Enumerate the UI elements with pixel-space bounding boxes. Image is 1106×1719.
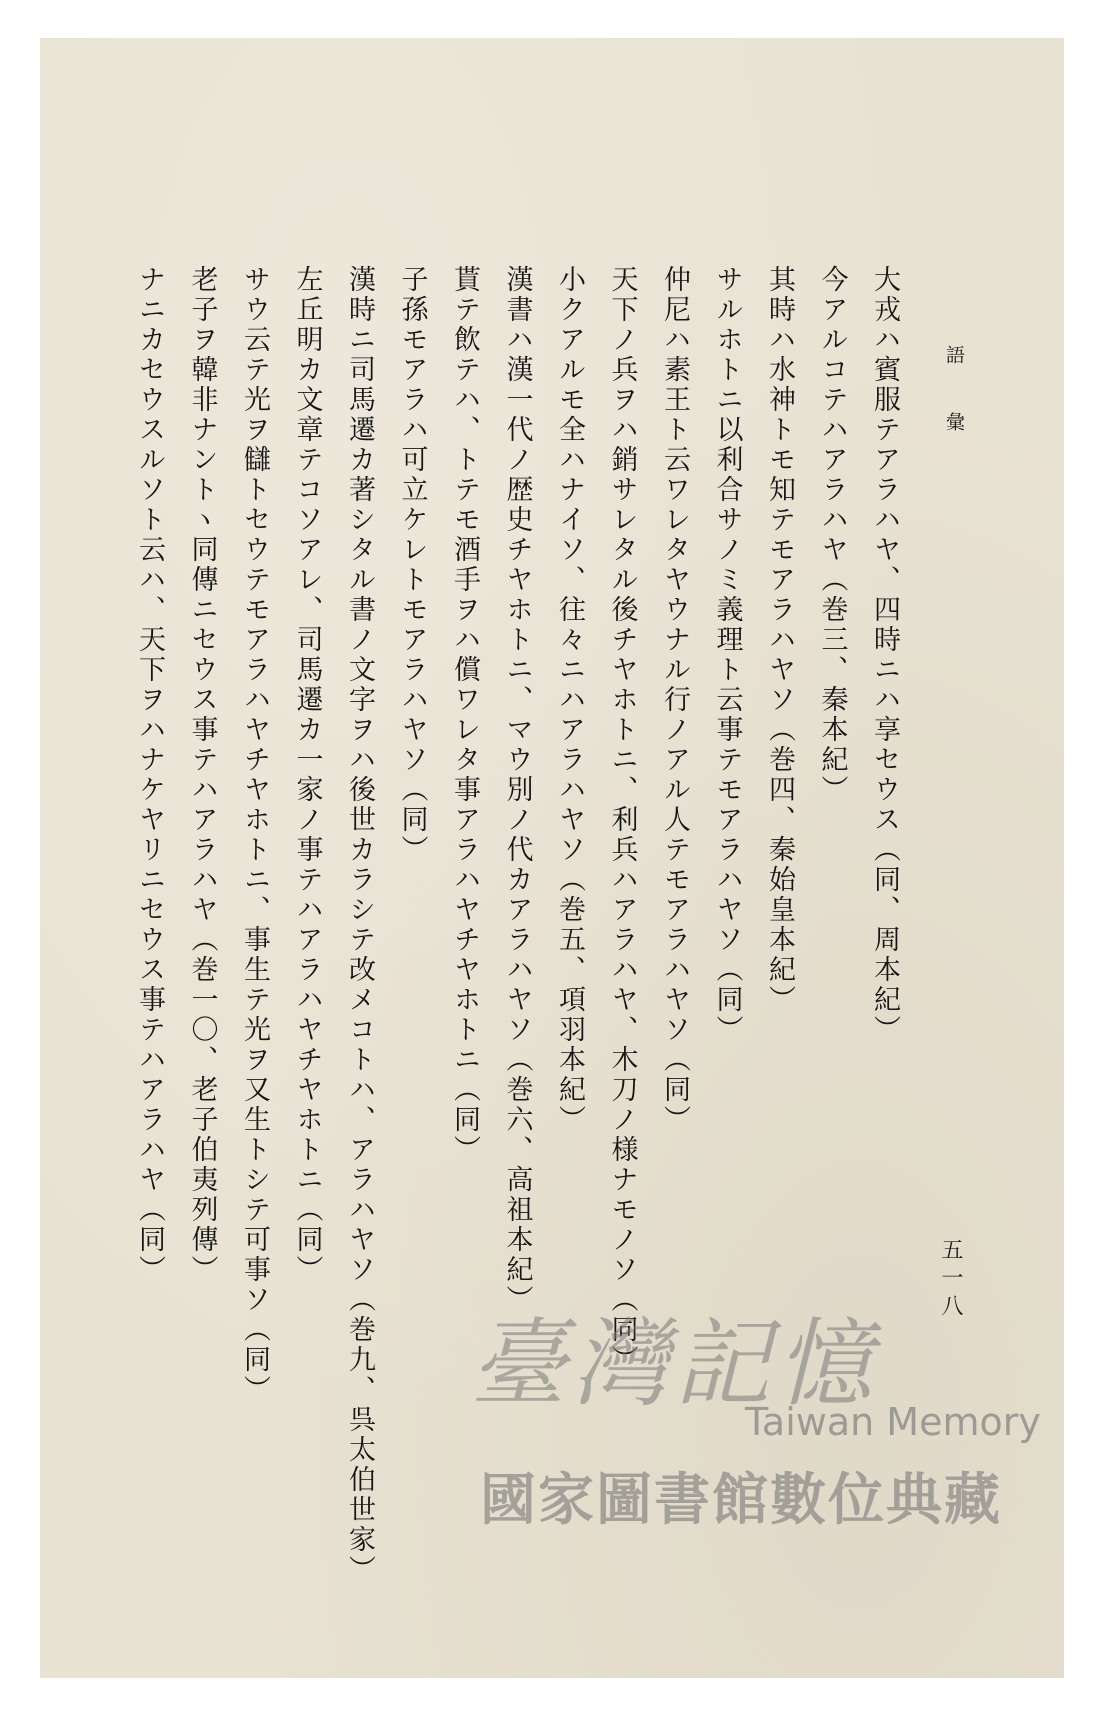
text-line: 貰テ飲テハ、トテモ酒手ヲハ償ワレタ事アラハヤチヤホトニ（同） (449, 265, 480, 1165)
text-line: サウ云テ光ヲ讎トセウテモアラハヤチヤホトニ、事生テ光ヲ又生トシテ可事ソ（同） (239, 265, 270, 1405)
text-line: 其時ハ水神トモ知テモアラハヤソ（巻四、秦始皇本紀） (764, 265, 795, 1015)
text-line: 仲尼ハ素王ト云ワレタヤウナル行ノアル人テモアラハヤソ（同） (659, 265, 690, 1135)
text-line: 小クアルモ全ハナイソ、往々ニハアラハヤソ（巻五、項羽本紀） (554, 265, 585, 1135)
text-line: ナニカセウスルソト云ハ、天下ヲハナケヤリニセウス事テハアラハヤ（同） (134, 265, 165, 1285)
text-line: 今アルコテハアラハヤ（巻三、秦本紀） (816, 265, 848, 805)
text-line: 老子ヲ韓非ナントヽ同傳ニセウス事テハアラハヤ（巻一〇、老子伯夷列傳） (186, 265, 218, 1285)
watermark-subtitle: 國家圖書館數位典藏 (480, 1468, 1002, 1533)
text-line: 子孫モアラハ可立ケレトモアラハヤソ（同） (396, 265, 428, 865)
text-line: 大戎ハ賓服テアラハヤ、四時ニハ享セウス（同、周本紀） (869, 265, 900, 1045)
text-line: 漢時ニ司馬遷カ著シタル書ノ文字ヲハ後世カラシテ改メコトハ、アラハヤソ（巻九、呉太伯世家） (344, 265, 375, 1585)
text-line: 左丘明カ文章テコソアレ、司馬遷カ一家ノ事テハアラハヤチヤホトニ（同） (291, 265, 323, 1285)
page-number: 五一八 (938, 1238, 963, 1322)
watermark-title: 臺灣記憶 (470, 1308, 878, 1420)
text-line: 漢書ハ漢一代ノ歴史チヤホトニ、マウ別ノ代カアラハヤソ（巻六、高祖本紀） (501, 265, 533, 1315)
text-line: サルホトニ以利合サノミ義理ト云事テモアラハヤソ（同） (711, 265, 743, 1045)
watermark-english: Taiwan Memory (745, 1400, 1041, 1444)
page-header: 語彙 (943, 345, 965, 479)
text-line: 天下ノ兵ヲハ銷サレタル後チヤホトニ、利兵ハアラハヤ、木刀ノ様ナモノソ（同） (606, 265, 638, 1375)
